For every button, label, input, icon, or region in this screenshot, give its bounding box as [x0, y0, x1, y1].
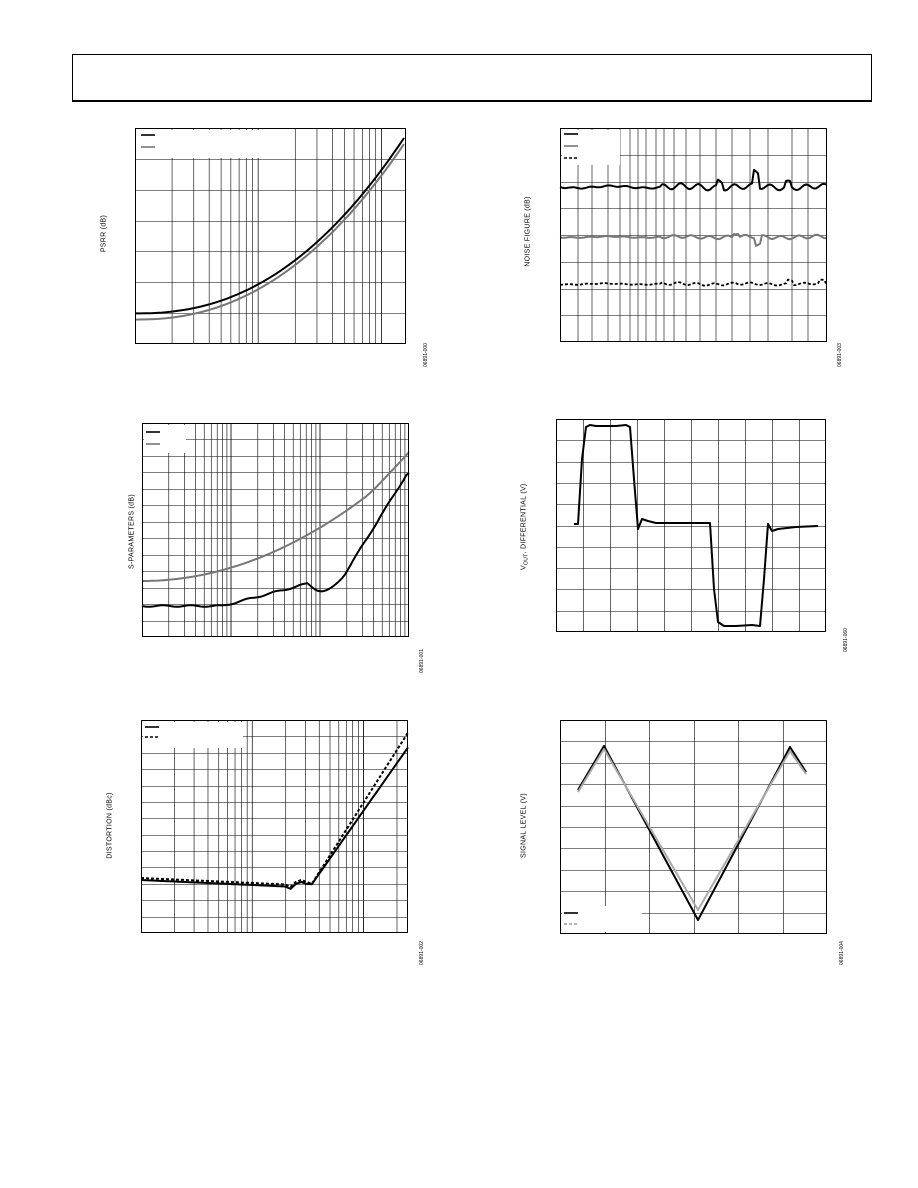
s-parameters-code: 06891-001 [419, 649, 425, 673]
psrr-figure-code: 06891-000 [423, 343, 429, 367]
noise-figure-chart [560, 128, 827, 342]
distortion-series-line [141, 733, 408, 887]
distortion-code: 06891-002 [419, 941, 425, 965]
vout-chart [556, 419, 826, 632]
s-param-series-line [142, 452, 409, 581]
psrr-ylabel: PSRR (dB) [100, 214, 108, 253]
distortion-chart [141, 720, 408, 933]
psrr-chart [135, 128, 406, 344]
legend-box [562, 906, 642, 932]
vout-code: 06891-060 [843, 628, 849, 652]
s-parameters-chart [142, 423, 409, 637]
distortion-ylabel: DISTORTION (dBc) [106, 792, 114, 859]
signal-series-line [578, 749, 806, 910]
psrr-series-line [135, 138, 404, 313]
plot-frame [557, 420, 826, 632]
psrr-series-line [135, 144, 404, 320]
s-parameters-ylabel: S-PARAMETERS (dB) [128, 494, 136, 569]
noise-figure-ylabel: NOISE FIGURE (dB) [524, 196, 532, 267]
signal-level-ylabel: SIGNAL LEVEL (V) [520, 793, 528, 858]
noise-figure-code: 06891-003 [837, 343, 843, 367]
legend-box [562, 130, 620, 165]
page-header-box [72, 54, 872, 102]
legend-box [144, 425, 186, 453]
vout-ylabel: $V_{OUT}$, DIFFERENTIAL (V) [520, 483, 530, 570]
noise-series-line [560, 170, 826, 191]
legend-box [143, 722, 243, 748]
legend-box [137, 130, 272, 158]
noise-series-line [560, 280, 826, 286]
signal-level-chart [560, 720, 827, 934]
signal-level-code: 06891-004 [839, 941, 845, 965]
signal-series-line [578, 746, 806, 920]
